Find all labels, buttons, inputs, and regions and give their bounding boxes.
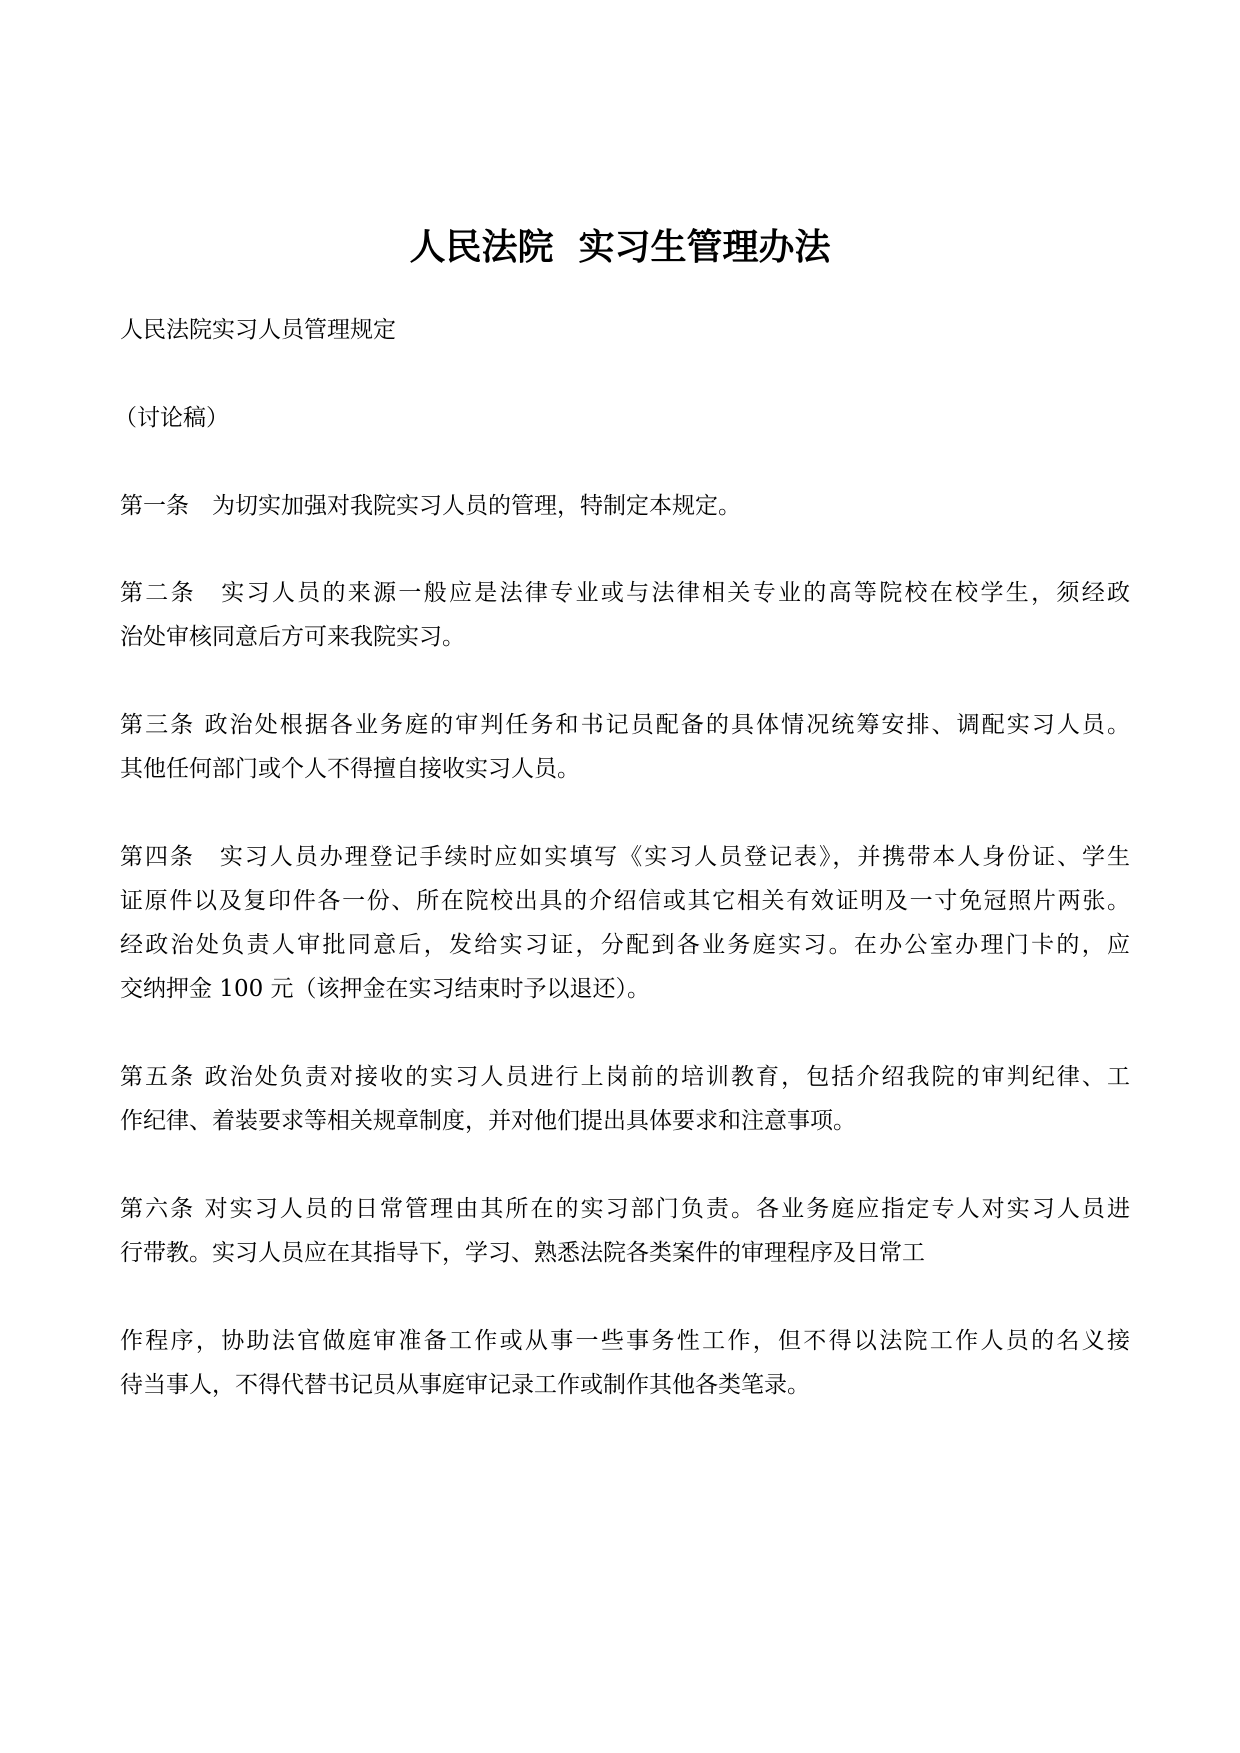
article-2-line-1: 第二条 实习人员的来源一般应是法律专业或与法律相关专业的高等院校在校学生，须经政	[120, 580, 1130, 606]
document-title: 人民法院 实习生管理办法	[409, 226, 831, 268]
article-6-continuation-line-1: 作程序，协助法官做庭审准备工作或从事一些事务性工作，但不得以法院工作人员的名义接	[120, 1328, 1130, 1354]
article-2-line-2: 治处审核同意后方可来我院实习。	[120, 624, 465, 650]
article-1-line-1: 第一条 为切实加强对我院实习人员的管理，特制定本规定。	[120, 493, 741, 519]
article-3-line-2: 其他任何部门或个人不得擅自接收实习人员。	[120, 756, 580, 782]
article-6-continuation-line-2: 待当事人，不得代替书记员从事庭审记录工作或制作其他各类笔录。	[120, 1372, 810, 1398]
article-5-line-1: 第五条 政治处负责对接收的实习人员进行上岗前的培训教育，包括介绍我院的审判纪律、工	[120, 1064, 1130, 1090]
article-4-line-4: 交纳押金 100 元（该押金在实习结束时予以退还）。	[120, 976, 651, 1002]
article-4-line-1: 第四条 实习人员办理登记手续时应如实填写《实习人员登记表》，并携带本人身份证、学生	[120, 844, 1130, 870]
draft-note: （讨论稿）	[114, 405, 229, 431]
article-4-line-2: 证原件以及复印件各一份、所在院校出具的介绍信或其它相关有效证明及一寸免冠照片两张。	[120, 888, 1130, 914]
article-4-line-3: 经政治处负责人审批同意后，发给实习证，分配到各业务庭实习。在办公室办理门卡的，应	[120, 932, 1130, 958]
article-3-line-1: 第三条 政治处根据各业务庭的审判任务和书记员配备的具体情况统筹安排、调配实习人员。	[120, 712, 1130, 738]
article-6-line-2: 行带教。实习人员应在其指导下，学习、熟悉法院各类案件的审理程序及日常工	[120, 1240, 925, 1266]
document-subtitle: 人民法院实习人员管理规定	[120, 317, 396, 343]
article-5-line-2: 作纪律、着装要求等相关规章制度，并对他们提出具体要求和注意事项。	[120, 1108, 856, 1134]
article-6-line-1: 第六条 对实习人员的日常管理由其所在的实习部门负责。各业务庭应指定专人对实习人员进	[120, 1196, 1130, 1222]
